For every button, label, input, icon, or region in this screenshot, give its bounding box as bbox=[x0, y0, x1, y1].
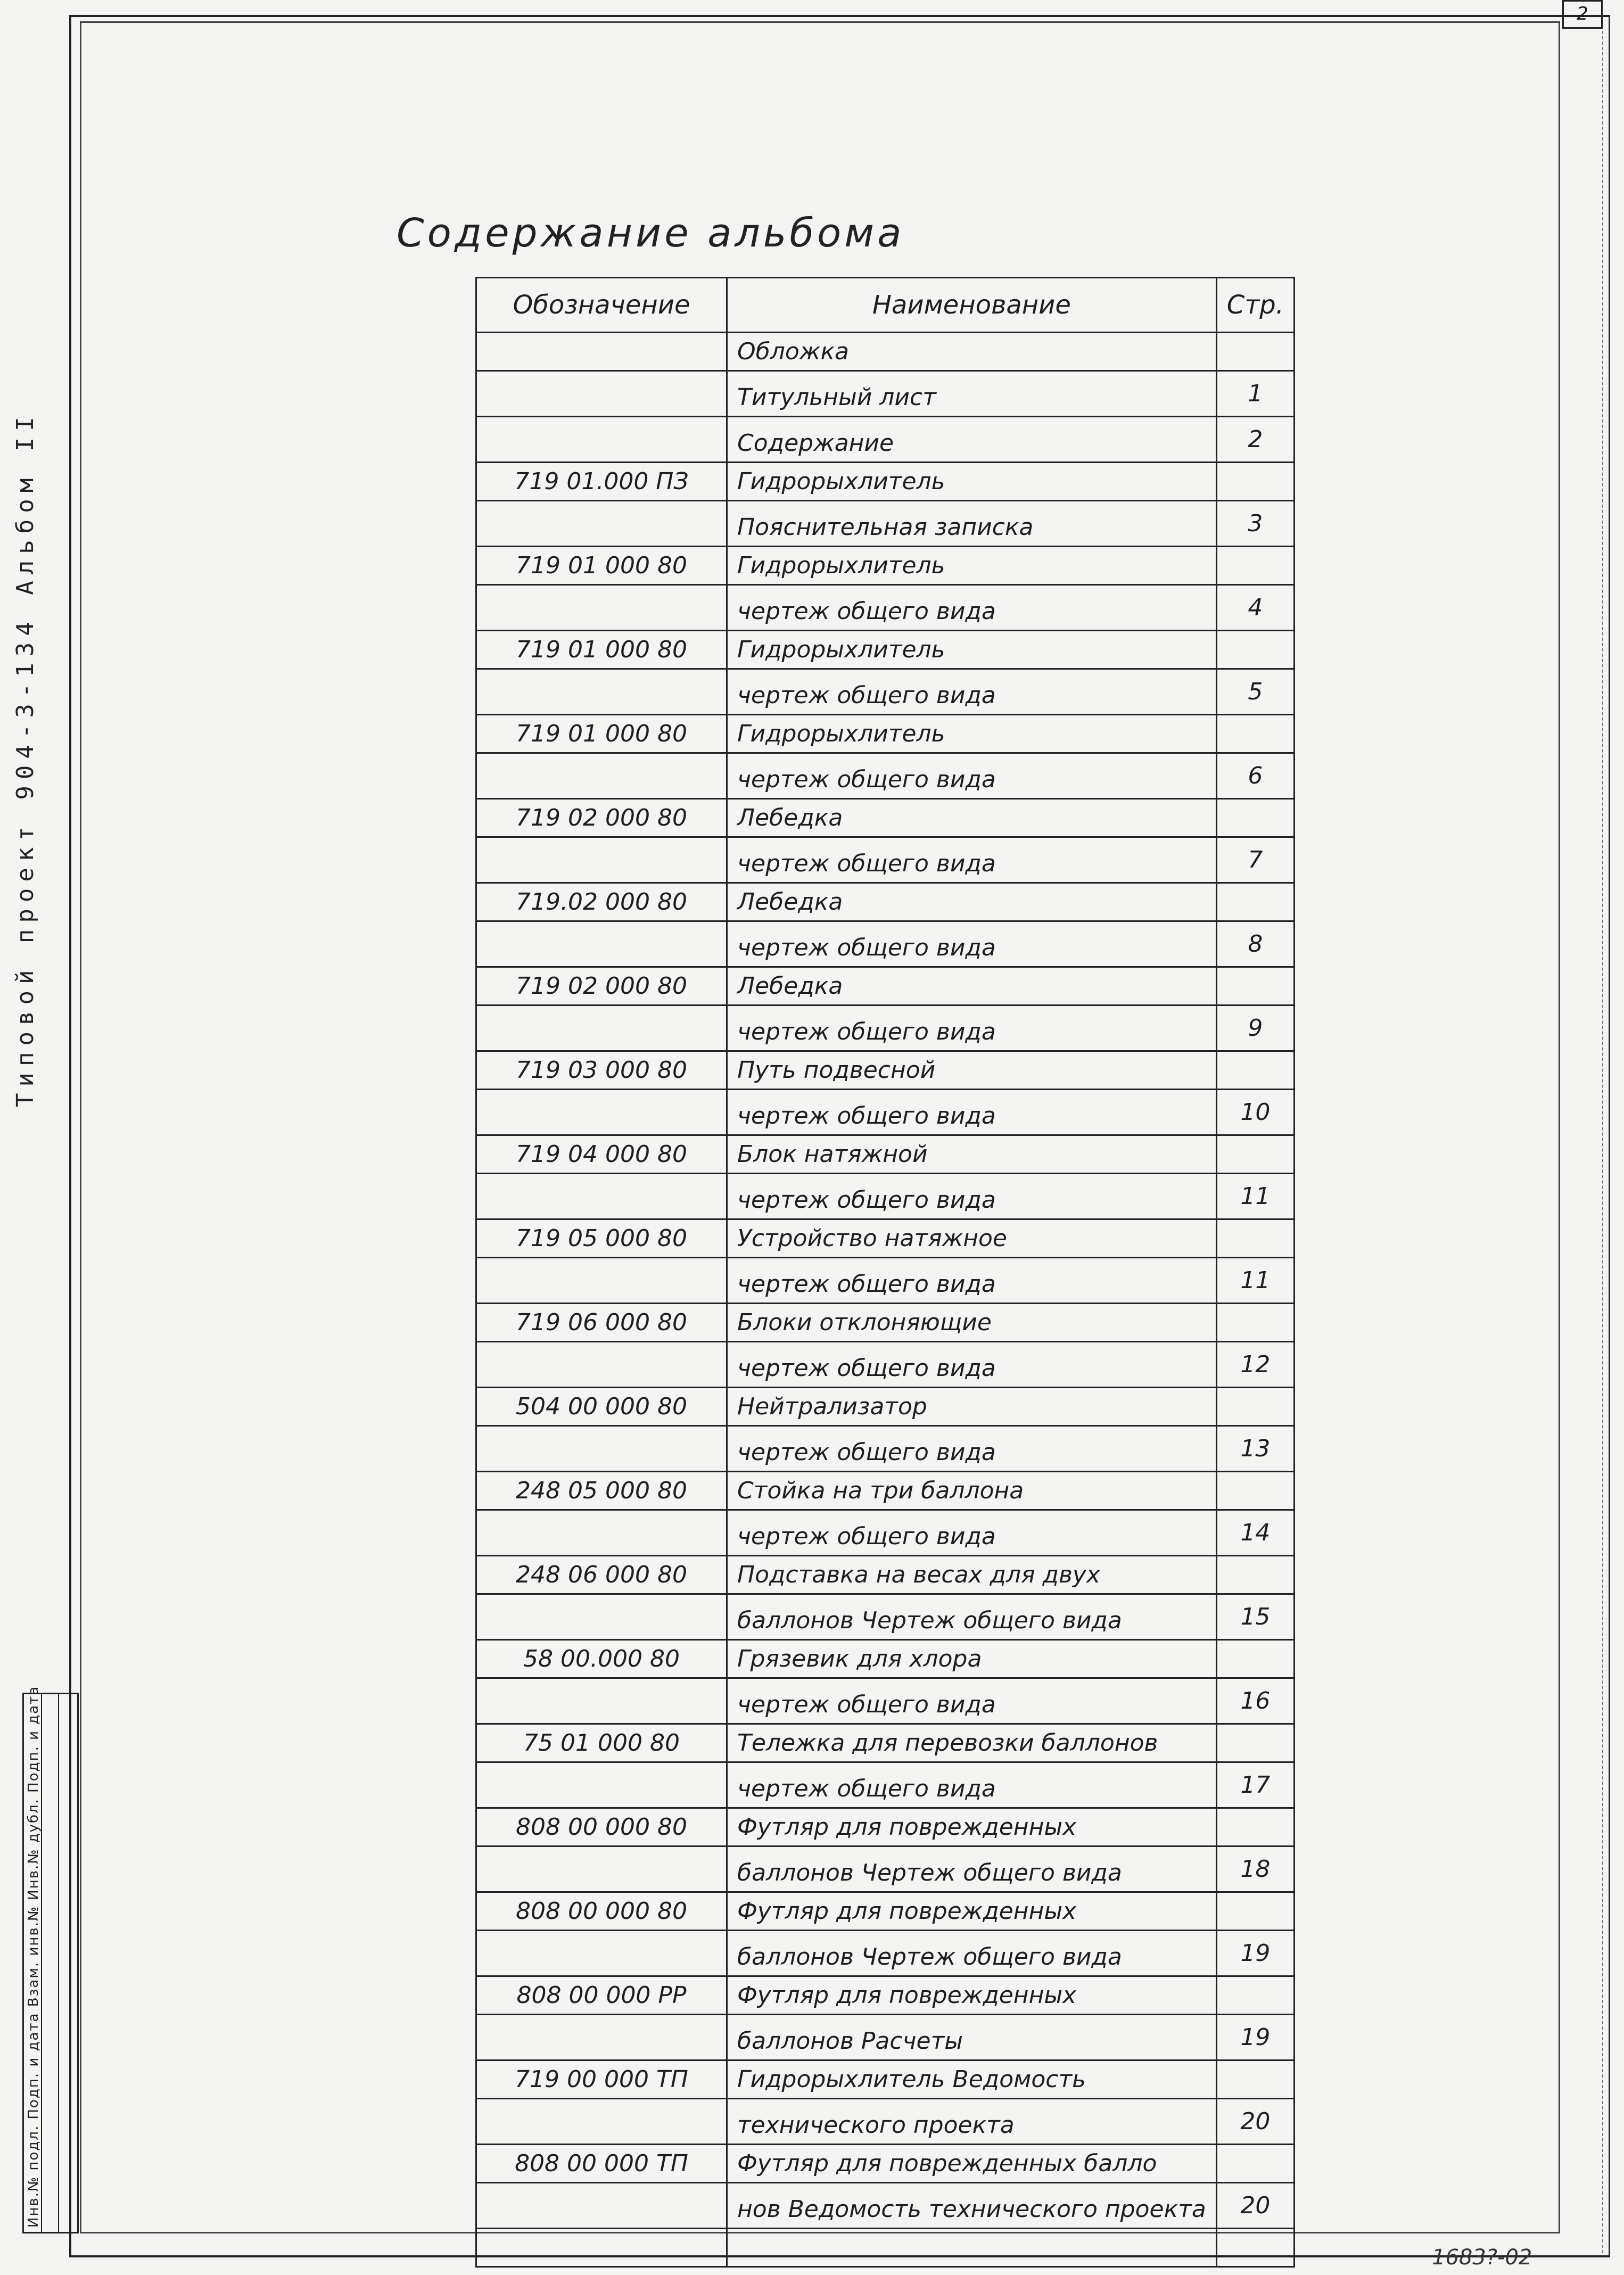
header-designation: Обозначение bbox=[476, 278, 727, 333]
designation-cell bbox=[476, 2015, 727, 2060]
name-cell: Футляр для поврежденных балло bbox=[727, 2145, 1217, 2183]
designation-cell bbox=[476, 2099, 727, 2145]
designation-cell: 58 00.000 80 bbox=[476, 1640, 727, 1678]
designation-cell bbox=[476, 585, 727, 631]
name-cell: чертеж общего вида bbox=[727, 1005, 1217, 1051]
name-cell: чертеж общего вида bbox=[727, 1258, 1217, 1304]
name-cell: чертеж общего вида bbox=[727, 585, 1217, 631]
designation-cell bbox=[476, 333, 727, 371]
page-cell bbox=[1216, 1472, 1294, 1510]
table-row bbox=[476, 463, 1295, 501]
name-cell: Стойка на три баллона bbox=[727, 1472, 1217, 1510]
table-row bbox=[476, 1724, 1295, 1762]
page-cell bbox=[1216, 883, 1294, 921]
page-cell: 14 bbox=[1216, 1510, 1294, 1556]
sheet-edge-line bbox=[1602, 15, 1603, 2253]
page-cell bbox=[1216, 2229, 1294, 2267]
side-label: Типовой проект 904-3-134 Альбом II bbox=[12, 410, 39, 1107]
page-cell: 11 bbox=[1216, 1174, 1294, 1219]
name-cell: чертеж общего вида bbox=[727, 1426, 1217, 1472]
page-cell bbox=[1216, 2060, 1294, 2099]
page-cell: 19 bbox=[1216, 2015, 1294, 2060]
table-row bbox=[476, 753, 1295, 799]
designation-cell: 719 02 000 80 bbox=[476, 967, 727, 1005]
page-cell bbox=[1216, 463, 1294, 501]
page-cell: 7 bbox=[1216, 837, 1294, 883]
table-row bbox=[476, 2145, 1295, 2183]
page-cell: 19 bbox=[1216, 1931, 1294, 1976]
name-cell: чертеж общего вида bbox=[727, 1090, 1217, 1135]
name-cell: Обложка bbox=[727, 333, 1217, 371]
page-cell bbox=[1216, 1388, 1294, 1426]
page-cell bbox=[1216, 1724, 1294, 1762]
page-cell: 6 bbox=[1216, 753, 1294, 799]
table-row bbox=[476, 1762, 1295, 1808]
table-row bbox=[476, 1976, 1295, 2015]
page-cell bbox=[1216, 1051, 1294, 1090]
page-cell: 9 bbox=[1216, 1005, 1294, 1051]
table-row bbox=[476, 921, 1295, 967]
designation-cell bbox=[476, 1594, 727, 1640]
designation-cell: 808 00 000 РР bbox=[476, 1976, 727, 2015]
name-cell: Грязевик для хлора bbox=[727, 1640, 1217, 1678]
name-cell: чертеж общего вида bbox=[727, 1762, 1217, 1808]
page-cell: 20 bbox=[1216, 2099, 1294, 2145]
name-cell: чертеж общего вида bbox=[727, 837, 1217, 883]
name-cell: технического проекта bbox=[727, 2099, 1217, 2145]
designation-cell: 75 01 000 80 bbox=[476, 1724, 727, 1762]
name-cell: чертеж общего вида bbox=[727, 921, 1217, 967]
header-page: Стр. bbox=[1216, 278, 1294, 333]
contents-table bbox=[475, 277, 1295, 2268]
table-row bbox=[476, 1892, 1295, 1931]
table-row bbox=[476, 2229, 1295, 2267]
table-row bbox=[476, 1219, 1295, 1258]
table-row bbox=[476, 631, 1295, 669]
page-cell bbox=[1216, 1640, 1294, 1678]
table-row bbox=[476, 1304, 1295, 1342]
designation-cell: 248 05 000 80 bbox=[476, 1472, 727, 1510]
designation-cell bbox=[476, 417, 727, 463]
page-cell: 15 bbox=[1216, 1594, 1294, 1640]
page-cell: 20 bbox=[1216, 2183, 1294, 2229]
designation-cell: 719 06 000 80 bbox=[476, 1304, 727, 1342]
page-cell bbox=[1216, 631, 1294, 669]
table-row bbox=[476, 2183, 1295, 2229]
designation-cell bbox=[476, 921, 727, 967]
designation-cell: 719 00 000 ТП bbox=[476, 2060, 727, 2099]
name-cell: Путь подвесной bbox=[727, 1051, 1217, 1090]
designation-cell: 719 02 000 80 bbox=[476, 799, 727, 837]
page-cell: 3 bbox=[1216, 501, 1294, 547]
designation-cell bbox=[476, 2183, 727, 2229]
table-row bbox=[476, 417, 1295, 463]
page-cell bbox=[1216, 1976, 1294, 2015]
name-cell: Блоки отклоняющие bbox=[727, 1304, 1217, 1342]
table-row bbox=[476, 2060, 1295, 2099]
table-row bbox=[476, 1510, 1295, 1556]
name-cell: Гидрорыхлитель bbox=[727, 631, 1217, 669]
table-row bbox=[476, 799, 1295, 837]
table-row bbox=[476, 669, 1295, 715]
designation-cell: 808 00 000 ТП bbox=[476, 2145, 727, 2183]
designation-cell bbox=[476, 1005, 727, 1051]
table-row bbox=[476, 715, 1295, 753]
page-cell bbox=[1216, 333, 1294, 371]
name-cell: Тележка для перевозки баллонов bbox=[727, 1724, 1217, 1762]
document-code: 1683?-02 bbox=[1432, 2245, 1532, 2270]
name-cell: Блок натяжной bbox=[727, 1135, 1217, 1174]
page-cell: 10 bbox=[1216, 1090, 1294, 1135]
name-cell: Футляр для поврежденных bbox=[727, 1808, 1217, 1847]
page-cell: 13 bbox=[1216, 1426, 1294, 1472]
table-row bbox=[476, 1005, 1295, 1051]
designation-cell: 719 01 000 80 bbox=[476, 631, 727, 669]
table-row bbox=[476, 547, 1295, 585]
table-row bbox=[476, 1426, 1295, 1472]
table-row bbox=[476, 1472, 1295, 1510]
name-cell: Нейтрализатор bbox=[727, 1388, 1217, 1426]
designation-cell: 719 05 000 80 bbox=[476, 1219, 727, 1258]
table-row bbox=[476, 1174, 1295, 1219]
page-cell: 17 bbox=[1216, 1762, 1294, 1808]
table-row bbox=[476, 1258, 1295, 1304]
name-cell: Гидрорыхлитель bbox=[727, 547, 1217, 585]
designation-cell bbox=[476, 1426, 727, 1472]
designation-cell bbox=[476, 1342, 727, 1388]
name-cell: Лебедка bbox=[727, 883, 1217, 921]
designation-cell bbox=[476, 837, 727, 883]
table-row bbox=[476, 1808, 1295, 1847]
table-row bbox=[476, 1678, 1295, 1724]
designation-cell bbox=[476, 1090, 727, 1135]
page-cell: 18 bbox=[1216, 1847, 1294, 1892]
designation-cell: 808 00 000 80 bbox=[476, 1808, 727, 1847]
name-cell: чертеж общего вида bbox=[727, 1174, 1217, 1219]
name-cell bbox=[727, 2229, 1217, 2267]
designation-cell: 719 04 000 80 bbox=[476, 1135, 727, 1174]
table-row bbox=[476, 2099, 1295, 2145]
name-cell: Пояснительная записка bbox=[727, 501, 1217, 547]
page-cell: 2 bbox=[1216, 417, 1294, 463]
table-row bbox=[476, 967, 1295, 1005]
designation-cell: 808 00 000 80 bbox=[476, 1892, 727, 1931]
designation-cell: 719 03 000 80 bbox=[476, 1051, 727, 1090]
table-row bbox=[476, 1640, 1295, 1678]
table-row bbox=[476, 1931, 1295, 1976]
name-cell: баллонов Расчеты bbox=[727, 2015, 1217, 2060]
page-cell: 5 bbox=[1216, 669, 1294, 715]
page-cell bbox=[1216, 1808, 1294, 1847]
table-body bbox=[476, 333, 1295, 2267]
page-cell bbox=[1216, 1556, 1294, 1594]
designation-cell bbox=[476, 2229, 727, 2267]
table-row bbox=[476, 1135, 1295, 1174]
designation-cell bbox=[476, 669, 727, 715]
designation-cell bbox=[476, 501, 727, 547]
designation-cell: 719 01 000 80 bbox=[476, 547, 727, 585]
page-cell: 16 bbox=[1216, 1678, 1294, 1724]
name-cell: Футляр для поврежденных bbox=[727, 1892, 1217, 1931]
designation-cell bbox=[476, 1510, 727, 1556]
table-row bbox=[476, 1556, 1295, 1594]
page-cell: 8 bbox=[1216, 921, 1294, 967]
table-row bbox=[476, 1594, 1295, 1640]
name-cell: Лебедка bbox=[727, 799, 1217, 837]
name-cell: нов Ведомость технического проекта bbox=[727, 2183, 1217, 2229]
page-cell: 12 bbox=[1216, 1342, 1294, 1388]
name-cell: Гидрорыхлитель Ведомость bbox=[727, 2060, 1217, 2099]
table-row bbox=[476, 1090, 1295, 1135]
name-cell: чертеж общего вида bbox=[727, 1678, 1217, 1724]
table-row bbox=[476, 883, 1295, 921]
page-title: Содержание альбома bbox=[397, 210, 905, 256]
designation-cell: 719 01.000 ПЗ bbox=[476, 463, 727, 501]
name-cell: Гидрорыхлитель bbox=[727, 463, 1217, 501]
name-cell: чертеж общего вида bbox=[727, 669, 1217, 715]
page-cell bbox=[1216, 1304, 1294, 1342]
table-header-row bbox=[476, 278, 1295, 333]
page-cell: 4 bbox=[1216, 585, 1294, 631]
sheet-number: 2 bbox=[1562, 0, 1603, 29]
name-cell: Гидрорыхлитель bbox=[727, 715, 1217, 753]
designation-cell: 248 06 000 80 bbox=[476, 1556, 727, 1594]
designation-cell bbox=[476, 371, 727, 417]
name-cell: чертеж общего вида bbox=[727, 753, 1217, 799]
page-cell: 11 bbox=[1216, 1258, 1294, 1304]
page-cell bbox=[1216, 967, 1294, 1005]
designation-cell: 719.02 000 80 bbox=[476, 883, 727, 921]
name-cell: чертеж общего вида bbox=[727, 1510, 1217, 1556]
table-row bbox=[476, 1051, 1295, 1090]
page-cell bbox=[1216, 2145, 1294, 2183]
name-cell: Подставка на весах для двух bbox=[727, 1556, 1217, 1594]
designation-cell bbox=[476, 1762, 727, 1808]
table-row bbox=[476, 1342, 1295, 1388]
page-cell bbox=[1216, 1135, 1294, 1174]
page-cell bbox=[1216, 1219, 1294, 1258]
header-name: Наименование bbox=[727, 278, 1217, 333]
name-cell: Устройство натяжное bbox=[727, 1219, 1217, 1258]
name-cell: Лебедка bbox=[727, 967, 1217, 1005]
table-row bbox=[476, 1847, 1295, 1892]
name-cell: баллонов Чертеж общего вида bbox=[727, 1847, 1217, 1892]
table-row bbox=[476, 371, 1295, 417]
designation-cell: 719 01 000 80 bbox=[476, 715, 727, 753]
page-cell: 1 bbox=[1216, 371, 1294, 417]
name-cell: Титульный лист bbox=[727, 371, 1217, 417]
name-cell: Футляр для поврежденных bbox=[727, 1976, 1217, 2015]
page-cell bbox=[1216, 1892, 1294, 1931]
page-cell bbox=[1216, 547, 1294, 585]
stamp-label: Инв.№ подл. Подп. и дата Взам. инв.№ Инв.№ дубл. Подп. и дата bbox=[26, 1685, 42, 2228]
table-row bbox=[476, 2015, 1295, 2060]
designation-cell bbox=[476, 1847, 727, 1892]
designation-cell bbox=[476, 1174, 727, 1219]
page-cell bbox=[1216, 715, 1294, 753]
designation-cell bbox=[476, 1258, 727, 1304]
designation-cell bbox=[476, 1678, 727, 1724]
table-row bbox=[476, 1388, 1295, 1426]
table-row bbox=[476, 333, 1295, 371]
table-row bbox=[476, 837, 1295, 883]
designation-cell: 504 00 000 80 bbox=[476, 1388, 727, 1426]
designation-cell bbox=[476, 1931, 727, 1976]
name-cell: баллонов Чертеж общего вида bbox=[727, 1594, 1217, 1640]
table-row bbox=[476, 585, 1295, 631]
page-cell bbox=[1216, 799, 1294, 837]
name-cell: чертеж общего вида bbox=[727, 1342, 1217, 1388]
designation-cell bbox=[476, 753, 727, 799]
name-cell: Содержание bbox=[727, 417, 1217, 463]
name-cell: баллонов Чертеж общего вида bbox=[727, 1931, 1217, 1976]
table-row bbox=[476, 501, 1295, 547]
